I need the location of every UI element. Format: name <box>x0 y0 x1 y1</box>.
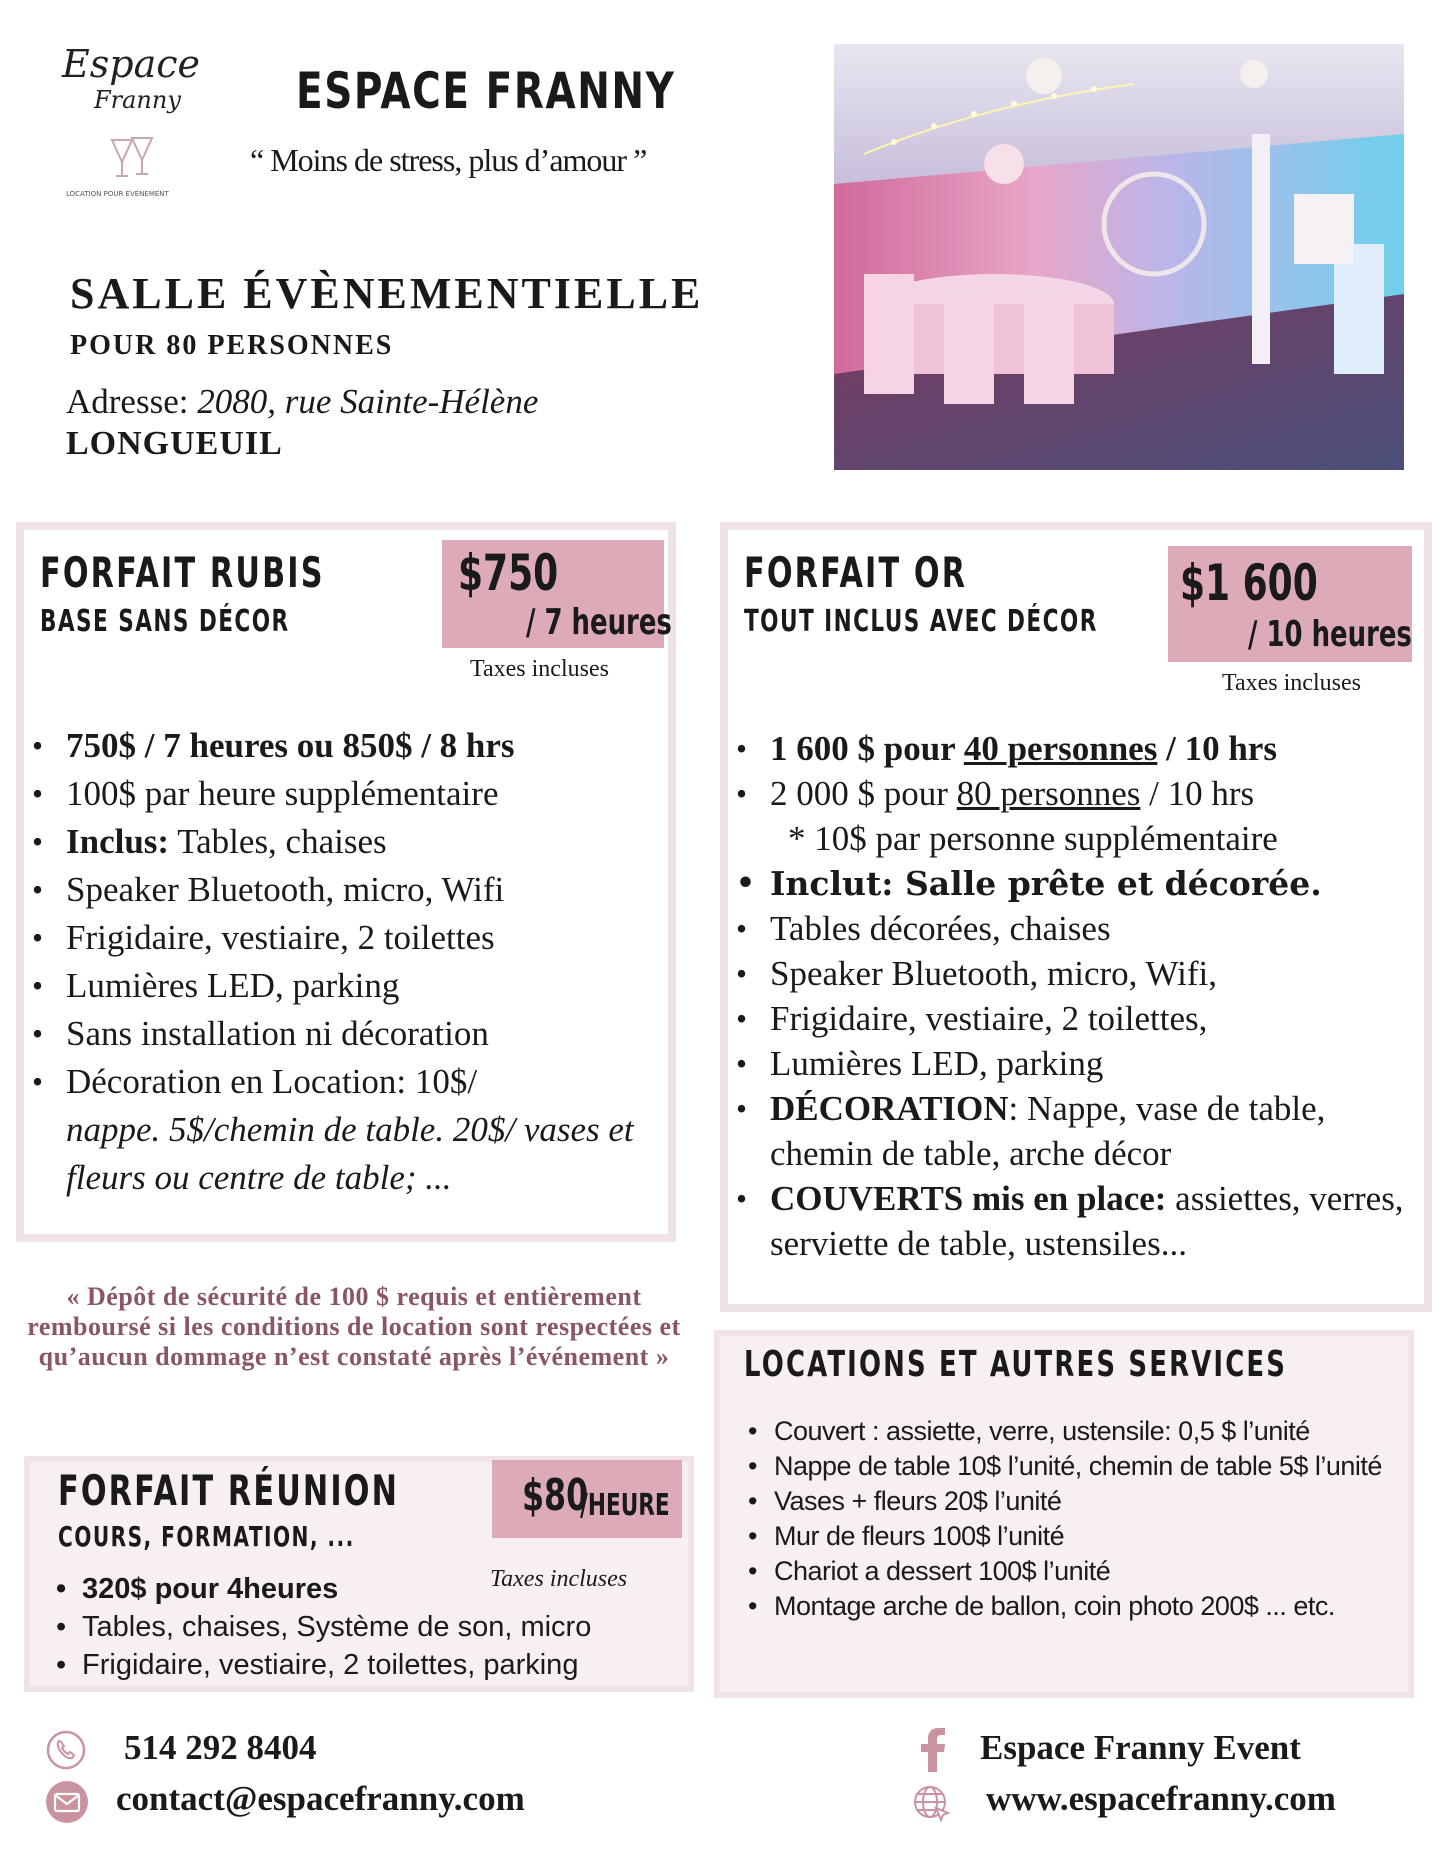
rubis-price-box <box>442 540 672 648</box>
list-item: • Sans installation ni décoration <box>30 1010 680 1058</box>
reunion-subtitle: COURS, FORMATION, ... <box>58 1520 355 1553</box>
contact-website[interactable]: www.espacefranny.com <box>986 1779 1336 1818</box>
list-item: • Inclut: Salle prête et décorée. <box>734 861 1424 906</box>
logo-caption: LOCATION POUR ÉVÉNEMENT <box>66 190 169 198</box>
reunion-price-per: /HEURE <box>580 1488 670 1523</box>
reunion-price: $80 <box>522 1470 589 1521</box>
list-item: • 2 000 $ pour 80 personnes / 10 hrs <box>734 771 1424 816</box>
address-value: 2080, rue Sainte-Hélène <box>197 382 539 421</box>
list-item: • Montage arche de ballon, coin photo 200$ ... etc. <box>746 1589 1406 1624</box>
facebook-icon <box>918 1728 948 1776</box>
deposit-note: « Dépôt de sécurité de 100 $ requis et entièrement remboursé si les conditions de location sont respectées et qu’aucun dommage n’est constaté après l’événement » <box>27 1282 681 1371</box>
list-item: • 1 600 $ pour 40 personnes / 10 hrs <box>734 726 1424 771</box>
services-list <box>746 1414 1406 1624</box>
list-item: • 320$ pour 4heures <box>54 1570 694 1608</box>
rubis-subtitle: BASE SANS DÉCOR <box>40 604 290 639</box>
rubis-price-per: / 7 heures <box>526 602 672 643</box>
venue-address <box>66 382 538 422</box>
list-item: • Vases + fleurs 20$ l’unité <box>746 1484 1406 1519</box>
venue-city: LONGUEUIL <box>66 425 283 462</box>
list-item: • Speaker Bluetooth, micro, Wifi <box>30 866 680 914</box>
logo-text-franny: Franny <box>94 86 181 114</box>
venue-photo <box>834 44 1404 470</box>
list-item: • 750$ / 7 heures ou 850$ / 8 hrs <box>30 722 680 770</box>
or-title: FORFAIT OR <box>744 548 968 597</box>
reunion-tax: Taxes incluses <box>490 1566 628 1592</box>
or-price-box <box>1168 546 1412 662</box>
or-feature-list <box>734 726 1424 1266</box>
contact-email[interactable]: contact@espacefranny.com <box>116 1779 525 1818</box>
list-item: • Lumières LED, parking <box>734 1041 1424 1086</box>
reunion-title: FORFAIT RÉUNION <box>58 1466 400 1515</box>
list-item: • Speaker Bluetooth, micro, Wifi, <box>734 951 1424 996</box>
list-item: • Inclus: Tables, chaises <box>30 818 680 866</box>
logo-text-espace: Espace <box>62 42 200 86</box>
globe-icon <box>912 1784 952 1828</box>
list-item: • COUVERTS mis en place: assiettes, verres, serviette de table, ustensiles... <box>734 1176 1424 1266</box>
list-item-note: * 10$ par personne supplémentaire <box>788 819 1278 858</box>
services-title: LOCATIONS ET AUTRES SERVICES <box>744 1344 1288 1385</box>
list-item: • Tables, chaises, Système de son, micro <box>54 1608 694 1646</box>
or-subtitle: TOUT INCLUS AVEC DÉCOR <box>744 604 1098 639</box>
list-item: • DÉCORATION: Nappe, vase de table, chemin de table, arche décor <box>734 1086 1424 1176</box>
brand-title: ESPACE FRANNY <box>296 62 676 120</box>
or-price-per: / 10 heures <box>1248 614 1412 655</box>
brand-logo <box>24 20 204 210</box>
reunion-price-box <box>492 1460 682 1538</box>
phone-icon <box>46 1730 86 1774</box>
or-tax: Taxes incluses <box>1222 670 1361 696</box>
rubis-feature-list <box>30 722 680 1202</box>
venue-heading: SALLE ÉVÈNEMENTIELLE <box>70 269 704 318</box>
list-item: • Tables décorées, chaises <box>734 906 1424 951</box>
list-item: • Frigidaire, vestiaire, 2 toilettes <box>30 914 680 962</box>
rubis-price: $750 <box>458 544 559 602</box>
list-item: • Frigidaire, vestiaire, 2 toilettes, <box>734 996 1424 1041</box>
list-item: • Décoration en Location: 10$/ <box>30 1058 680 1106</box>
list-item: • 100$ par heure supplémentaire <box>30 770 680 818</box>
rubis-tax: Taxes incluses <box>470 656 609 682</box>
or-price: $1 600 <box>1180 554 1318 612</box>
list-item: • Mur de fleurs 100$ l’unité <box>746 1519 1406 1554</box>
list-item-continuation: nappe. 5$/chemin de table. 20$/ vases et fleurs ou centre de table; ... <box>66 1110 634 1197</box>
list-item: • Frigidaire, vestiaire, 2 toilettes, parking <box>54 1646 694 1684</box>
contact-facebook[interactable]: Espace Franny Event <box>980 1728 1301 1767</box>
email-icon <box>44 1779 90 1829</box>
contact-phone[interactable]: 514 292 8404 <box>124 1728 317 1767</box>
list-item: • Lumières LED, parking <box>30 962 680 1010</box>
address-label: Adresse: <box>66 382 198 421</box>
rubis-title: FORFAIT RUBIS <box>40 548 325 597</box>
venue-capacity: POUR 80 PERSONNES <box>70 330 394 361</box>
reunion-feature-list <box>54 1570 694 1684</box>
list-item: • Nappe de table 10$ l’unité, chemin de table 5$ l’unité <box>746 1449 1406 1484</box>
list-item: • Couvert : assiette, verre, ustensile: 0,5 $ l’unité <box>746 1414 1406 1449</box>
list-item: • Chariot a dessert 100$ l’unité <box>746 1554 1406 1589</box>
tagline: “ Moins de stress, plus d’amour ” <box>250 142 647 178</box>
